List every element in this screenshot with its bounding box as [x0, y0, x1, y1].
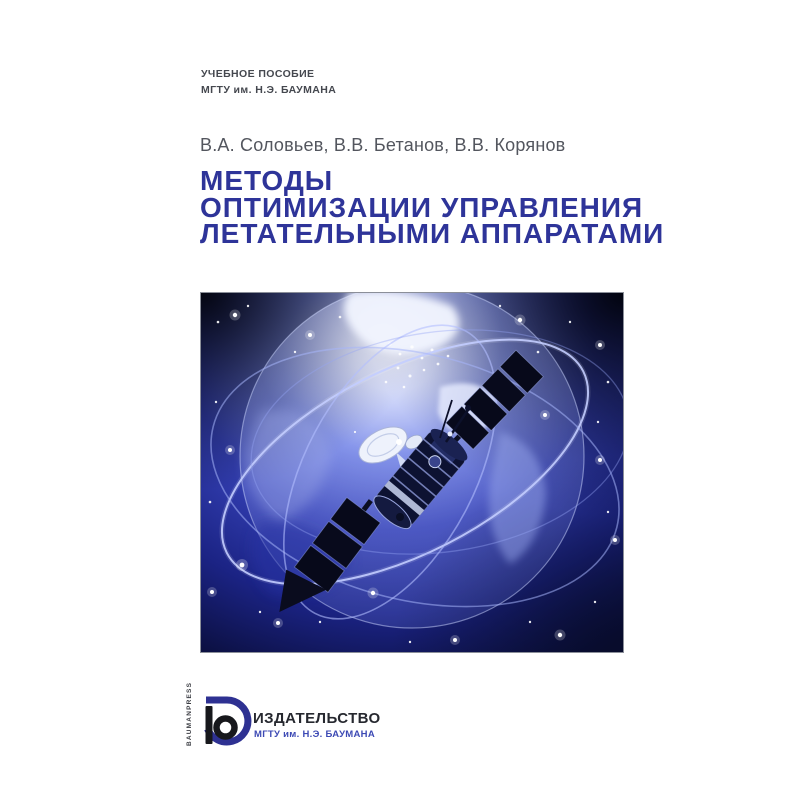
- publisher-name: ИЗДАТЕЛЬСТВО: [253, 710, 381, 727]
- publisher-institution: МГТУ им. Н.Э. БАУМАНА: [254, 729, 376, 740]
- satellite-earth-illustration: [200, 292, 624, 653]
- title-line-2: ОПТИМИЗАЦИИ УПРАВЛЕНИЯ: [200, 191, 644, 223]
- title-line-3: ЛЕТАТЕЛЬНЫМИ АППАРАТАМИ: [200, 218, 665, 249]
- title-line-1: МЕТОДЫ: [200, 165, 334, 196]
- book-title: [200, 165, 665, 249]
- publisher-vertical-brand: BAUMANPRESS: [186, 681, 193, 746]
- authors-line: В.А. Соловьев, В.В. Бетанов, В.В. Корянов: [200, 135, 566, 155]
- series-header: [201, 67, 336, 98]
- series-line-1: УЧЕБНОЕ ПОСОБИЕ: [201, 68, 315, 80]
- series-line-2: МГТУ им. Н.Э. БАУМАНА: [201, 83, 337, 96]
- publisher-logo-icon: [200, 691, 252, 749]
